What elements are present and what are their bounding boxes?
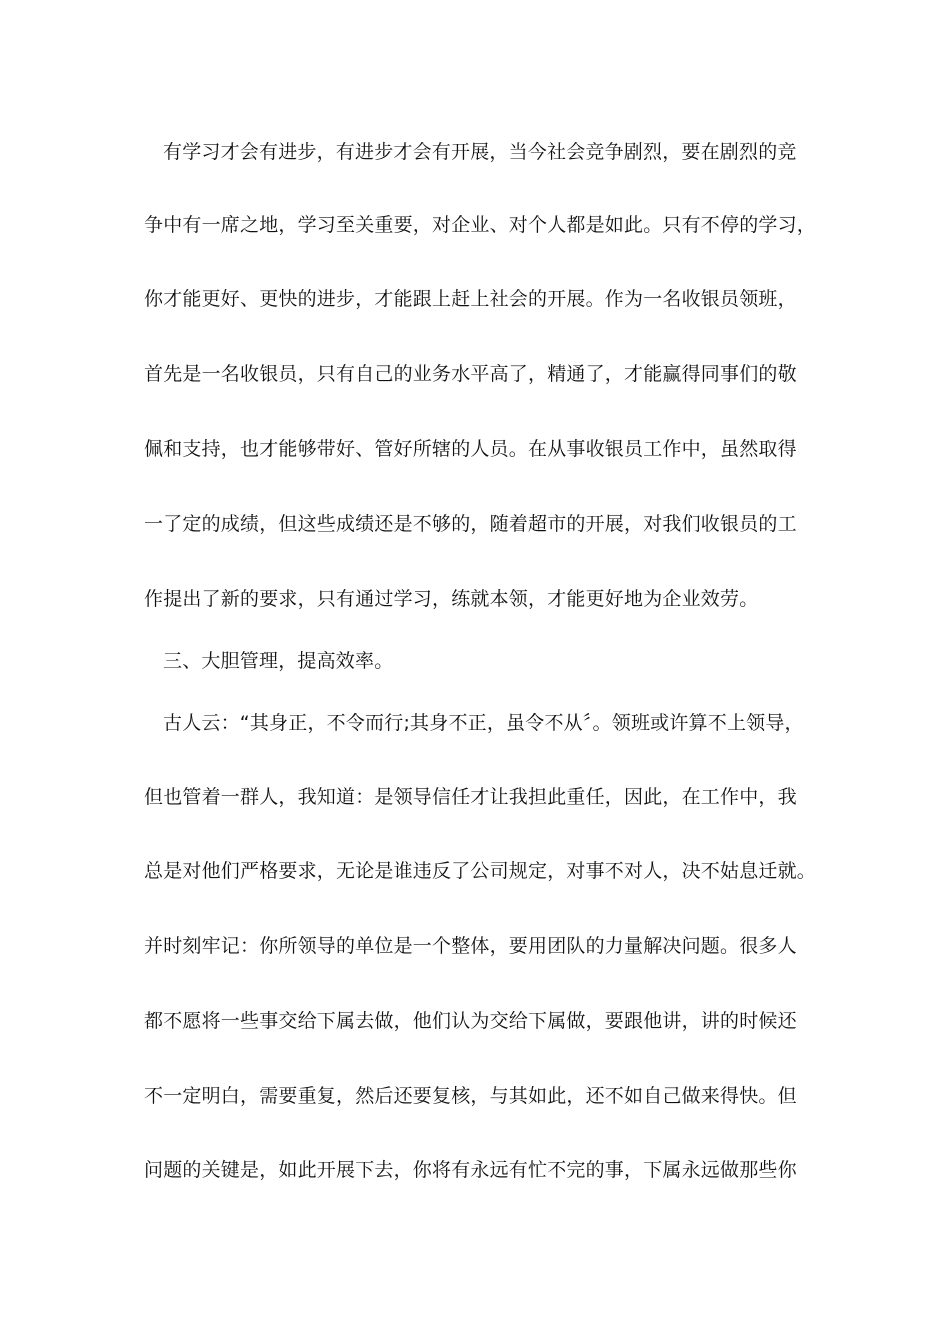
paragraph-line: 但也管着一群人，我知道：是领导信任才让我担此重任，因此，在工作中，我 [144,786,797,808]
paragraph-line: 有学习才会有进步，有进步才会有开展，当今社会竞争剧烈，要在剧烈的竞 [163,141,797,163]
paragraph-line: 佩和支持，也才能够带好、管好所辖的人员。在从事收银员工作中，虽然取得 [144,438,797,460]
paragraph-line: 都不愿将一些事交给下属去做，他们认为交给下属做，要跟他讲，讲的时候还 [144,1010,797,1032]
paragraph-line: 争中有一席之地，学习至关重要，对企业、对个人都是如此。只有不停的学习， [144,214,817,236]
section-heading: 三、大胆管理，提高效率。 [163,650,394,672]
paragraph-line: 古人云：“其身正，不令而行;其身不正，虽令不从〞。领班或许算不上领导， [163,712,804,734]
paragraph-line: 一了定的成绩，但这些成绩还是不够的，随着超市的开展，对我们收银员的工 [144,513,797,535]
paragraph-line: 总是对他们严格要求，无论是谁违反了公司规定，对事不对人，决不姑息迁就。 [144,860,817,882]
paragraph-line: 并时刻牢记：你所领导的单位是一个整体，要用团队的力量解决问题。很多人 [144,935,797,957]
paragraph-line: 作提出了新的要求，只有通过学习，练就本领，才能更好地为企业效劳。 [144,588,759,610]
paragraph-line: 你才能更好、更快的进步，才能跟上赶上社会的开展。作为一名收银员领班， [144,288,797,310]
paragraph-line: 首先是一名收银员，只有自己的业务水平高了，精通了，才能赢得同事们的敬 [144,363,797,385]
paragraph-line: 不一定明白，需要重复，然后还要复核，与其如此，还不如自己做来得快。但 [144,1085,797,1107]
paragraph-line: 问题的关键是，如此开展下去，你将有永远有忙不完的事，下属永远做那些你 [144,1159,797,1181]
